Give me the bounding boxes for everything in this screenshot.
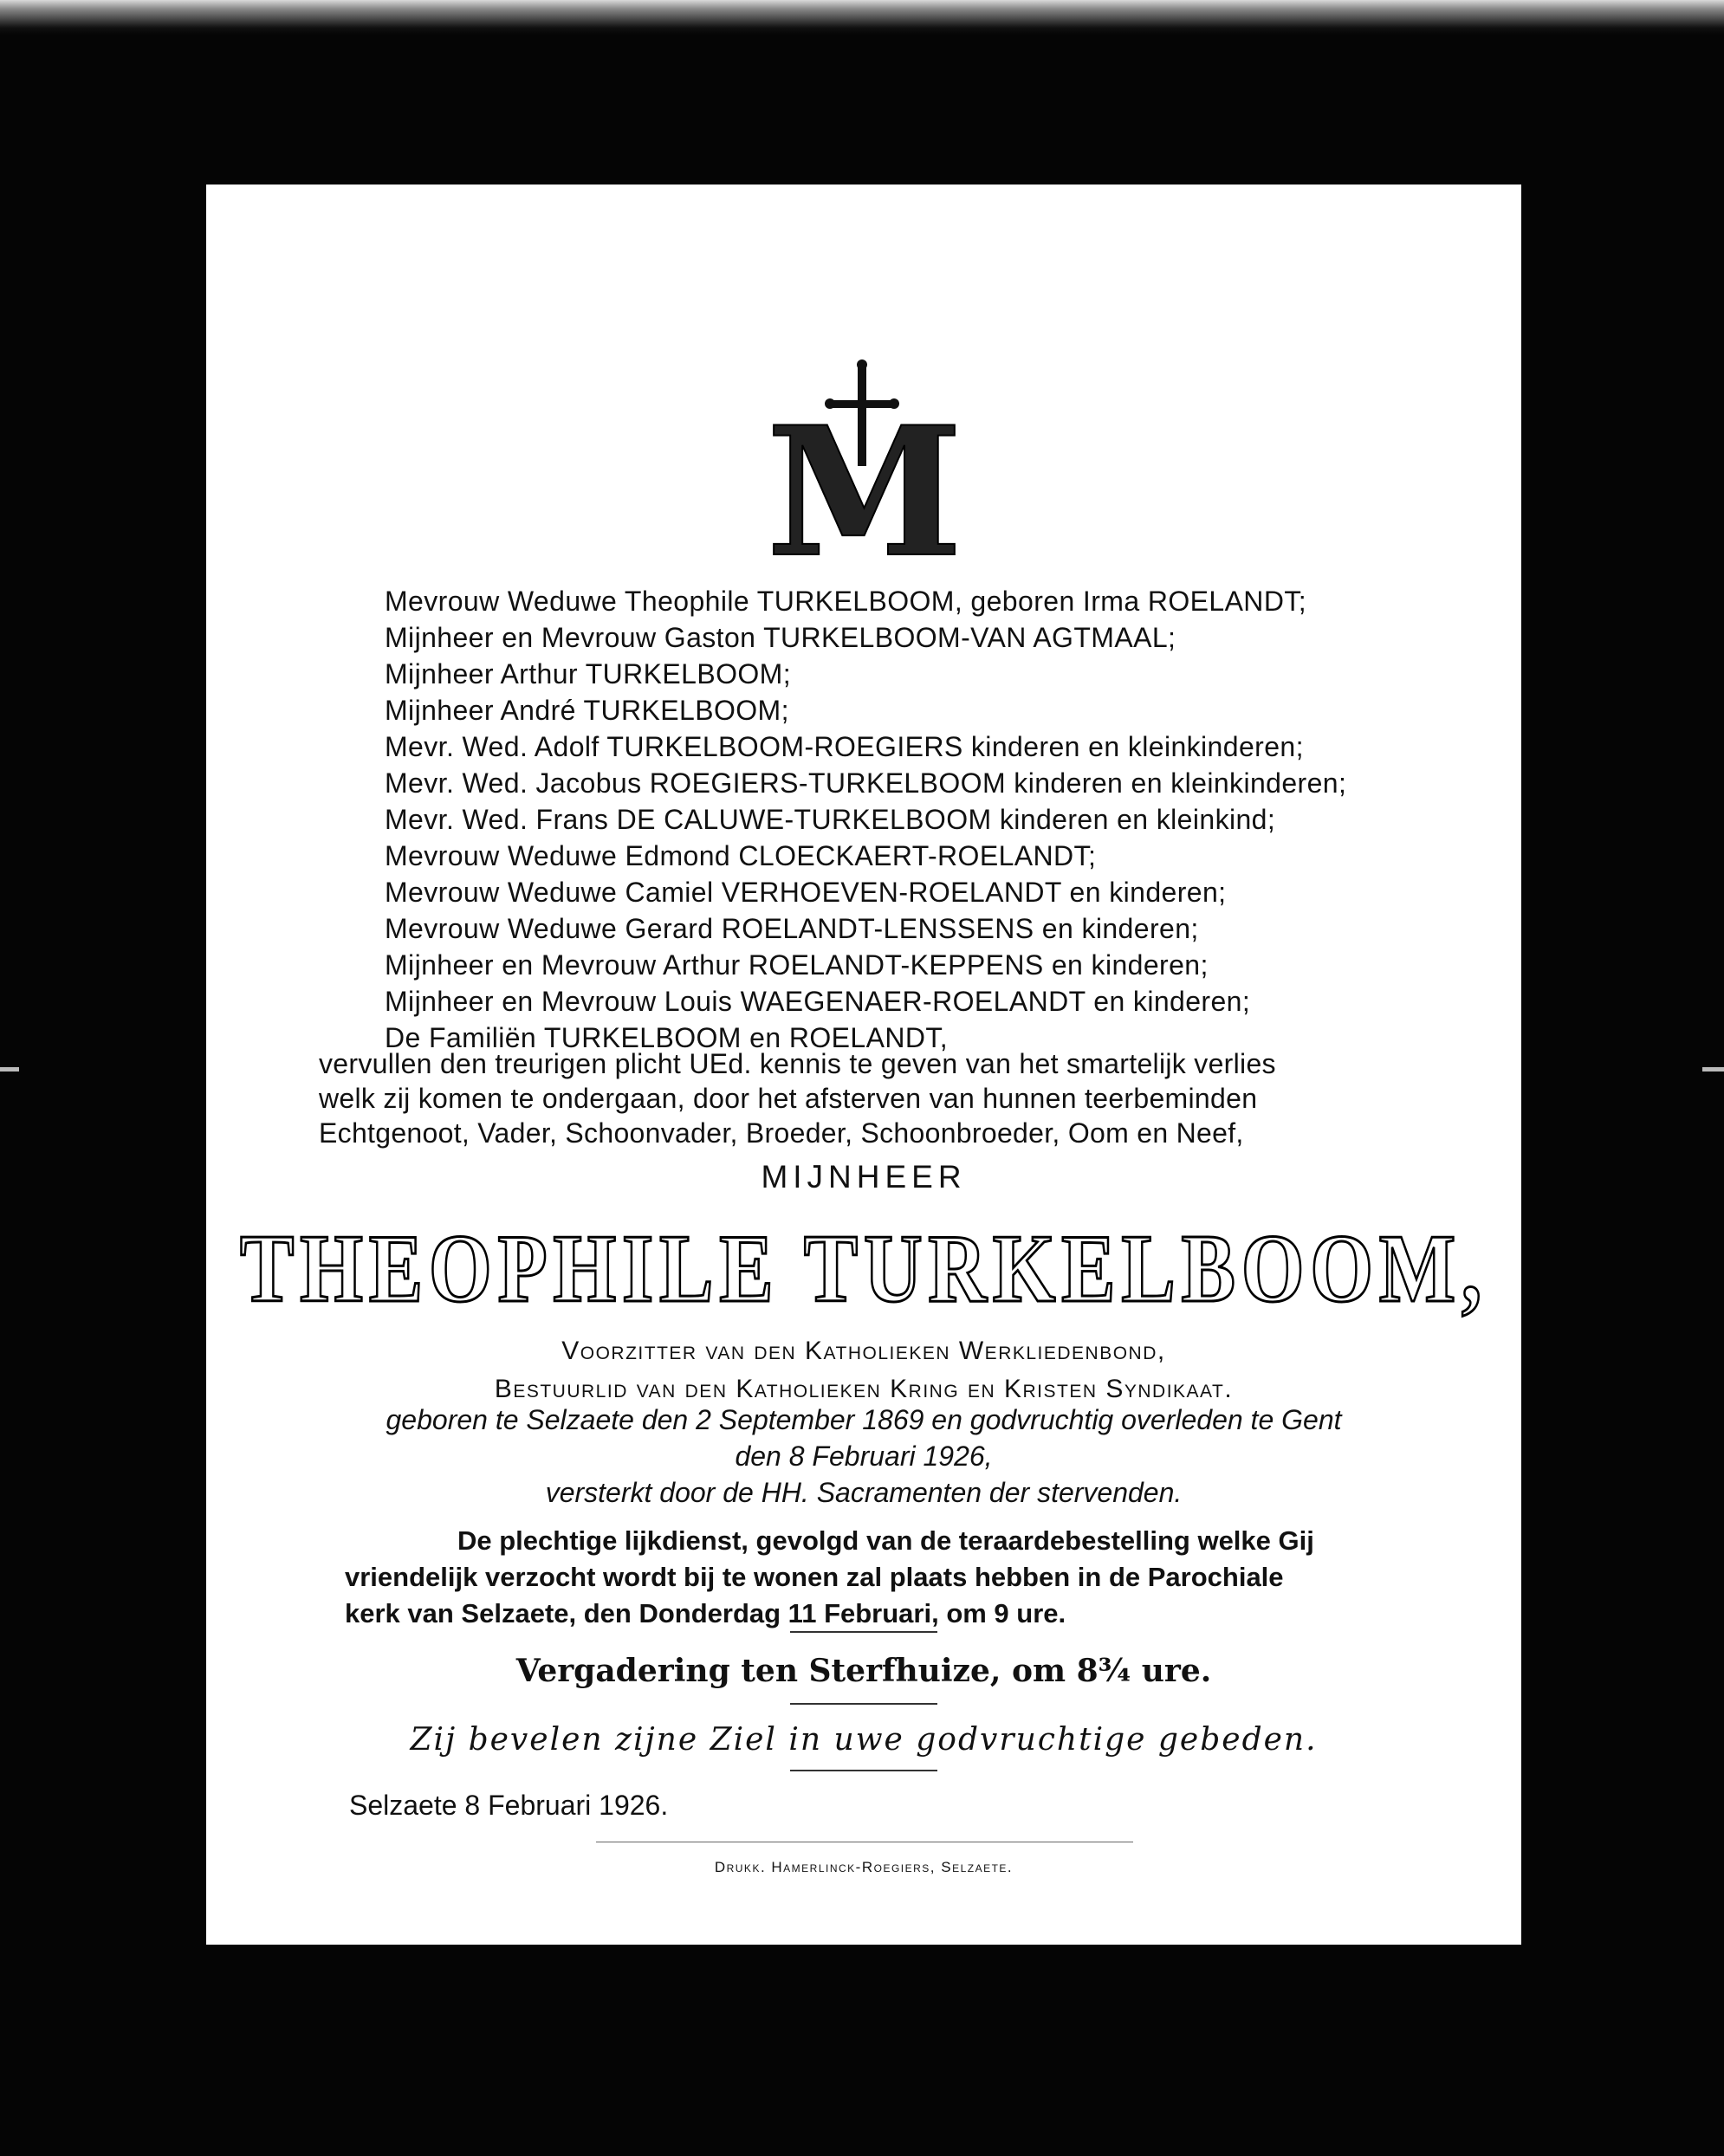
mourners-list bbox=[385, 583, 1424, 1056]
scan-edge bbox=[0, 0, 1724, 35]
prayer-request: Zij bevelen zijne Ziel in uwe godvruchtige gebeden. bbox=[410, 1722, 1318, 1758]
mourner-line: Mijnheer André TURKELBOOM; bbox=[385, 695, 789, 726]
place-and-date: Selzaete 8 Februari 1926. bbox=[349, 1790, 669, 1821]
honorific-title: MIJNHEER bbox=[761, 1159, 967, 1195]
dates-line: den 8 Februari 1926, bbox=[735, 1441, 993, 1472]
svg-text:THEOPHILE TURKELBOOM,: THEOPHILE TURKELBOOM, bbox=[240, 1215, 1487, 1323]
mourner-line: Mevr. Wed. Jacobus ROEGIERS-TURKELBOOM kinderen en kleinkinderen; bbox=[385, 767, 1347, 799]
funeral-service-text bbox=[345, 1523, 1471, 1632]
mourner-line: Mevrouw Weduwe Edmond CLOECKAERT-ROELANDT; bbox=[385, 840, 1097, 871]
announcement-line: Echtgenoot, Vader, Schoonvader, Broeder, Schoonbroeder, Oom en Neef, bbox=[319, 1117, 1244, 1149]
mourner-line: Mijnheer en Mevrouw Gaston TURKELBOOM-VAN AGTMAAL; bbox=[385, 622, 1176, 653]
deceased-roles bbox=[206, 1332, 1521, 1408]
mourner-line: Mevrouw Weduwe Gerard ROELANDT-LENSSENS en kinderen; bbox=[385, 913, 1199, 944]
service-line: vriendelijk verzocht wordt bij te wonen zal plaats hebben in de Parochiale bbox=[345, 1562, 1284, 1592]
death-notice-card bbox=[206, 185, 1521, 1945]
mourner-line: Mijnheer en Mevrouw Arthur ROELANDT-KEPPENS en kinderen; bbox=[385, 949, 1209, 981]
announcement-line: welk zij komen te ondergaan, door het afsterven van hunnen teerbeminden bbox=[319, 1083, 1258, 1114]
mourner-line: Mevrouw Weduwe Theophile TURKELBOOM, geboren Irma ROELANDT; bbox=[385, 586, 1307, 617]
role-line: Bestuurlid van den Katholieken Kring en Kristen Syndikaat. bbox=[494, 1375, 1234, 1403]
divider bbox=[790, 1770, 937, 1771]
mourner-line: Mevr. Wed. Frans DE CALUWE-TURKELBOOM kinderen en kleinkind; bbox=[385, 804, 1276, 835]
service-line: De plechtige lijkdienst, gevolgd van de teraardebestelling welke Gij bbox=[457, 1525, 1314, 1556]
announcement-line: vervullen den treurigen plicht UEd. kennis te geven van het smartelijk verlies bbox=[319, 1048, 1276, 1079]
svg-text:M: M bbox=[766, 389, 963, 597]
mourner-line: Mevrouw Weduwe Camiel VERHOEVEN-ROELANDT en kinderen; bbox=[385, 877, 1227, 908]
service-line: kerk van Selzaete, den Donderdag 11 Februari, om 9 ure. bbox=[345, 1598, 1066, 1628]
mourner-line: Mijnheer Arthur TURKELBOOM; bbox=[385, 658, 792, 690]
announcement-text bbox=[319, 1046, 1436, 1150]
divider bbox=[790, 1703, 937, 1705]
gathering-notice: Vergadering ten Sterfhuize, om 8¾ ure. bbox=[515, 1653, 1212, 1689]
divider bbox=[790, 1631, 937, 1633]
birth-death-details bbox=[206, 1402, 1521, 1511]
printer-credit: Drukk. Hamerlinck-Roegiers, Selzaete. bbox=[714, 1859, 1014, 1875]
marian-monogram bbox=[761, 362, 969, 597]
scan-speck-left bbox=[0, 1067, 19, 1072]
mourner-line: Mevr. Wed. Adolf TURKELBOOM-ROEGIERS kinderen en kleinkinderen; bbox=[385, 731, 1304, 762]
role-line: Voorzitter van den Katholieken Werkliedenbond, bbox=[561, 1337, 1166, 1365]
dates-line: geboren te Selzaete den 2 September 1869 en godvruchtig overleden te Gent bbox=[386, 1404, 1342, 1435]
scan-speck-right bbox=[1702, 1067, 1724, 1072]
deceased-name bbox=[232, 1215, 1495, 1323]
mourner-line: De Familiën TURKELBOOM en ROELANDT, bbox=[385, 1022, 949, 1053]
mourner-line: Mijnheer en Mevrouw Louis WAEGENAER-ROELANDT en kinderen; bbox=[385, 986, 1251, 1017]
dates-line: versterkt door de HH. Sacramenten der stervenden. bbox=[545, 1477, 1183, 1508]
